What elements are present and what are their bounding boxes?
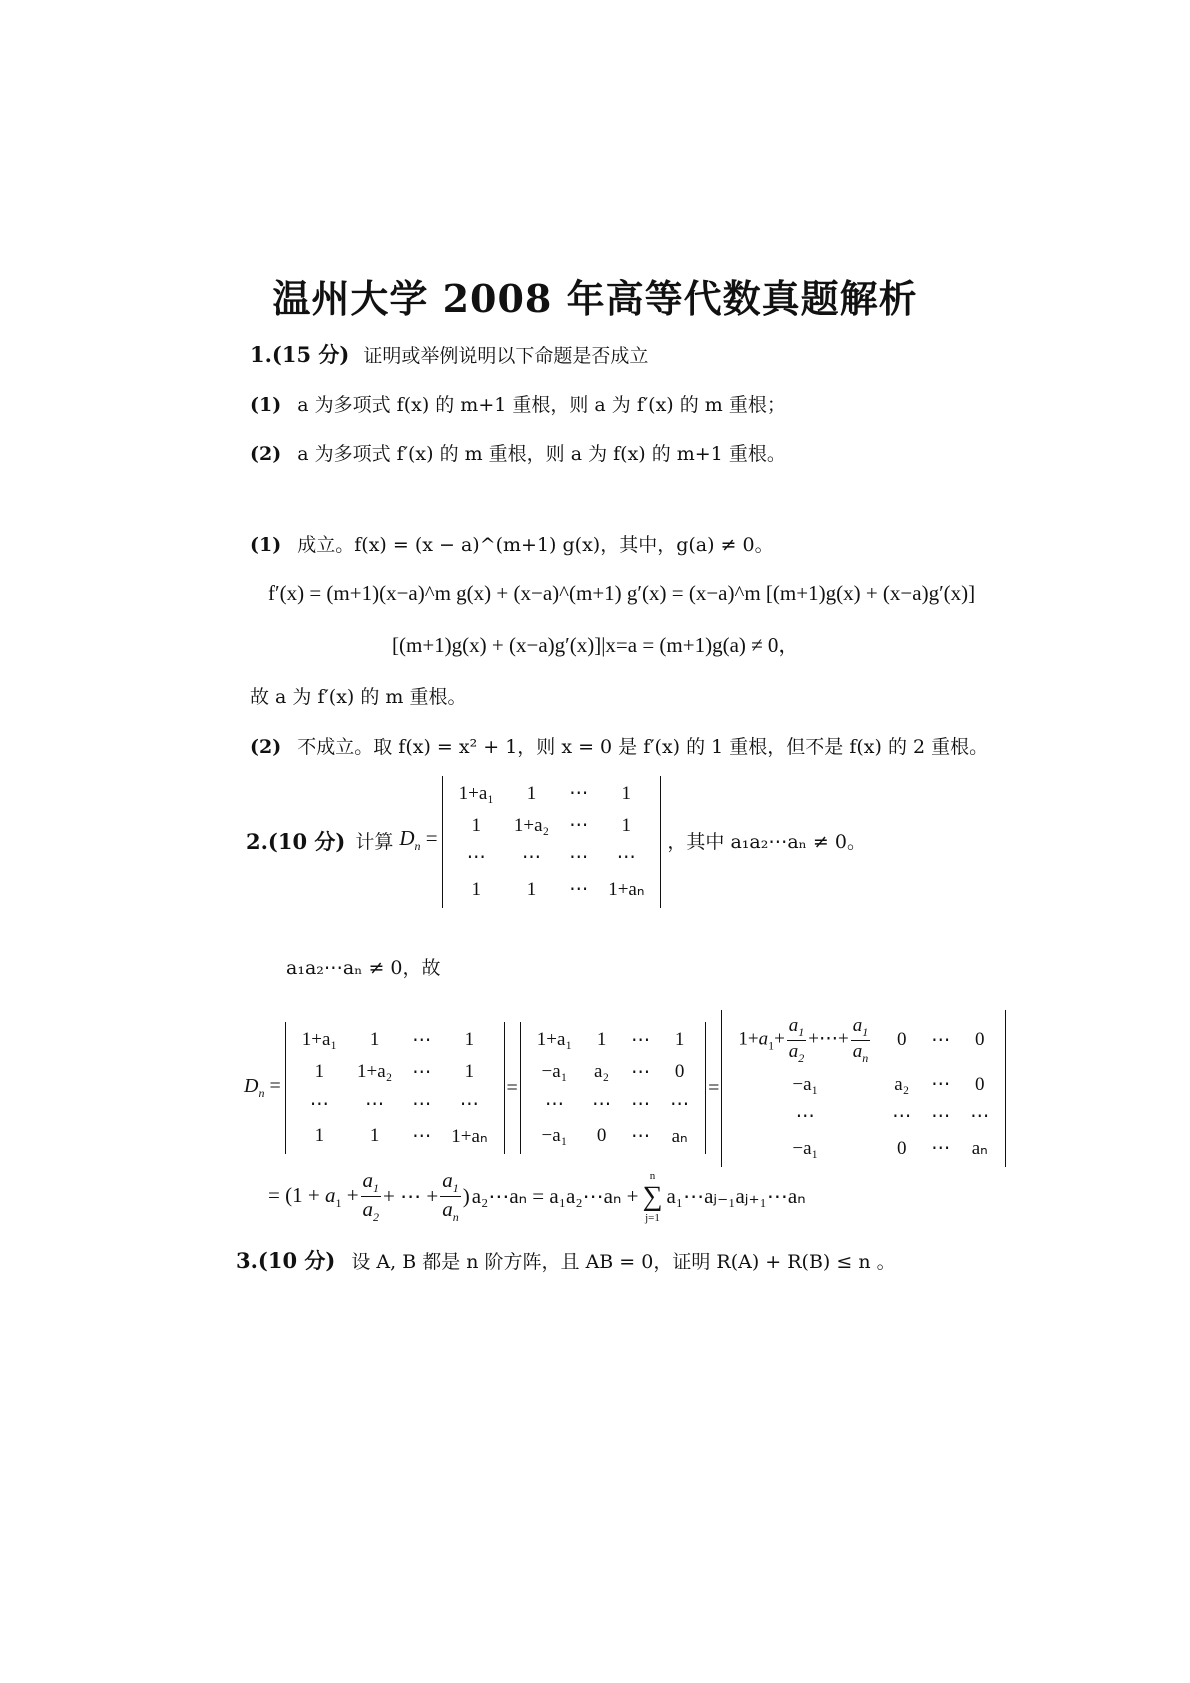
det-cell: ⋯ bbox=[616, 847, 636, 868]
q2-final-result bbox=[268, 1168, 806, 1225]
det-cell: 1+a₁ bbox=[458, 783, 494, 804]
det-cell: ⋯ bbox=[412, 1061, 432, 1083]
det-cell: 0 bbox=[674, 1061, 685, 1083]
det-cell-sum: $1+a_1+$ $\frac{a_1}{a_2}$ +⋯+ $\frac{a_1}{a_n}$ bbox=[738, 1015, 869, 1065]
det-cell: 1 bbox=[674, 1029, 685, 1051]
det-cell: aₙ bbox=[971, 1138, 988, 1160]
q2-prompt: 计算 bbox=[355, 831, 394, 853]
q1-p1-text: a 为多项式 f(x) 的 m+1 重根，则 a 为 f′(x) 的 m 重根； bbox=[297, 394, 786, 416]
page-title: 温州大学 2008 年高等代数真题解析 bbox=[272, 276, 918, 321]
det-cell: ⋯ bbox=[522, 847, 542, 868]
equals-sign: = bbox=[506, 1076, 518, 1099]
summation-symbol: n ∑ j=1 bbox=[642, 1169, 663, 1224]
det-cell: 1 bbox=[314, 1125, 325, 1147]
q2-header bbox=[246, 776, 866, 908]
det-cell: ⋯ bbox=[592, 1093, 612, 1115]
det-cell: 1 bbox=[471, 815, 482, 836]
q2-condition: ，其中 a₁a₂⋯aₙ ≠ 0。 bbox=[667, 831, 866, 853]
final-close-paren: ) bbox=[462, 1184, 470, 1209]
q3-number: 3.(10 分) bbox=[236, 1248, 336, 1273]
det-row bbox=[449, 842, 655, 874]
det-cell: 1+a₁ bbox=[301, 1029, 338, 1051]
det-row bbox=[449, 874, 655, 906]
q2-det-triangular bbox=[721, 1010, 1006, 1167]
det-cell: ⋯ bbox=[631, 1093, 651, 1115]
q2-det-reduced bbox=[520, 1022, 706, 1154]
q1-equation-1: f′(x) = (m+1)(x−a)^m g(x) + (x−a)^(m+1) g′(x) = (x−a)^m [(m+1)g(x) + (x−a)g′(x)] bbox=[268, 581, 976, 605]
det-cell: ⋯ bbox=[970, 1106, 990, 1128]
q2-determinant bbox=[442, 776, 662, 908]
det-cell: ⋯ bbox=[365, 1093, 385, 1115]
q1-s2-label: (2) bbox=[250, 736, 282, 758]
det-cell: ⋯ bbox=[931, 1074, 951, 1096]
det-cell: −a₁ bbox=[792, 1137, 819, 1159]
det-cell: ⋯ bbox=[412, 1029, 432, 1051]
det-cell: 1+aₙ bbox=[608, 879, 645, 900]
q1-s2-text: 不成立。取 f(x) = x² + 1，则 x = 0 是 f′(x) 的 1 重根，但不是 f(x) 的 2 重根。 bbox=[297, 736, 989, 758]
final-sum-term: a₁⋯aⱼ₋₁aⱼ₊₁⋯aₙ bbox=[666, 1184, 806, 1209]
det-cell: 1 bbox=[471, 879, 482, 900]
det-cell: 0 bbox=[974, 1029, 985, 1051]
final-tail: a₂⋯aₙ = a₁a₂⋯aₙ + bbox=[471, 1184, 639, 1209]
det-cell: ⋯ bbox=[931, 1029, 951, 1051]
det-cell: 1 bbox=[526, 879, 537, 900]
q1-solution-1 bbox=[250, 532, 774, 558]
det-cell: ⋯ bbox=[466, 847, 486, 868]
q1-conclusion: 故 a 为 f′(x) 的 m 重根。 bbox=[250, 686, 467, 708]
det-cell: 0 bbox=[974, 1073, 985, 1095]
q3-header bbox=[236, 1248, 896, 1275]
det-cell: 1+aₙ bbox=[451, 1125, 488, 1147]
final-prefix: = ($1 + a_1$ + bbox=[268, 1182, 359, 1210]
det-cell: ⋯ bbox=[569, 783, 589, 804]
det-cell: aₙ bbox=[671, 1125, 688, 1147]
det-cell: ⋯ bbox=[412, 1093, 432, 1115]
det-cell: ⋯ bbox=[931, 1106, 951, 1128]
det-cell: ⋯ bbox=[892, 1106, 912, 1128]
q1-s1-text: 成立。f(x) = (x − a)^(m+1) g(x)，其中，g(a) ≠ 0。 bbox=[297, 534, 774, 556]
equals-sign: = bbox=[708, 1076, 720, 1099]
q1-equation-2: [(m+1)g(x) + (x−a)g′(x)]|x=a = (m+1)g(a) ≠ 0， bbox=[392, 633, 800, 657]
q2-dn-label: $D_n$ = bbox=[399, 825, 438, 854]
q2-solution-line: a₁a₂⋯aₙ ≠ 0，故 bbox=[286, 957, 441, 979]
q1-s1-label: (1) bbox=[250, 534, 282, 556]
q1-header bbox=[250, 342, 648, 369]
q2-determinant-chain bbox=[244, 1010, 1006, 1167]
det-cell: −a₁ bbox=[541, 1061, 568, 1083]
q1-p2-text: a 为多项式 f′(x) 的 m 重根，则 a 为 f(x) 的 m+1 重根。 bbox=[297, 443, 786, 465]
det-cell: ⋯ bbox=[459, 1093, 479, 1115]
det-cell: 1 bbox=[621, 783, 632, 804]
det-cell: ⋯ bbox=[544, 1093, 564, 1115]
q2-number: 2.(10 分) bbox=[246, 829, 346, 854]
det-cell: 1 bbox=[369, 1125, 380, 1147]
det-cell: ⋯ bbox=[569, 815, 589, 836]
det-cell: 1 bbox=[369, 1029, 380, 1051]
q1-solution-2 bbox=[250, 734, 988, 760]
det-cell: 1 bbox=[621, 815, 632, 836]
q1-p2-label: (2) bbox=[250, 443, 282, 465]
det-row bbox=[449, 810, 655, 842]
plus-dots: + ⋯ + bbox=[383, 1184, 439, 1209]
q2-dn-lhs: $D_n$ = bbox=[244, 1075, 281, 1101]
det-cell: 1 bbox=[314, 1061, 325, 1083]
det-cell: ⋯ bbox=[795, 1106, 815, 1128]
det-cell: 1 bbox=[464, 1061, 475, 1083]
det-cell: 1+a₂ bbox=[513, 815, 550, 836]
det-cell: ⋯ bbox=[631, 1125, 651, 1147]
det-cell: ⋯ bbox=[569, 847, 589, 868]
frac-a1-a2: $\frac{a_1}{a_2}$ bbox=[362, 1168, 380, 1225]
det-cell: 1 bbox=[526, 783, 537, 804]
det-row bbox=[449, 778, 655, 810]
det-cell: −a₁ bbox=[541, 1125, 568, 1147]
q1-proposition-1 bbox=[250, 392, 786, 418]
q2-det-original bbox=[285, 1022, 505, 1154]
q3-prompt: 设 A, B 都是 n 阶方阵，且 AB = 0，证明 R(A) + R(B) ≤ n 。 bbox=[351, 1251, 896, 1273]
det-cell: ⋯ bbox=[412, 1125, 432, 1147]
det-cell: ⋯ bbox=[631, 1029, 651, 1051]
det-cell: 1+a₁ bbox=[536, 1029, 573, 1051]
det-cell: ⋯ bbox=[569, 879, 589, 900]
q1-p1-label: (1) bbox=[250, 394, 282, 416]
det-cell: 1 bbox=[464, 1029, 475, 1051]
det-cell: 0 bbox=[896, 1137, 907, 1159]
det-cell: 1 bbox=[596, 1029, 607, 1051]
det-cell: −a₁ bbox=[792, 1073, 819, 1095]
det-cell: 0 bbox=[896, 1029, 907, 1051]
q1-proposition-2 bbox=[250, 441, 786, 467]
det-cell: a₂ bbox=[894, 1073, 910, 1095]
frac-a1-an: $\frac{a_1}{a_n}$ bbox=[442, 1168, 459, 1225]
det-cell: 1+a₂ bbox=[357, 1061, 393, 1083]
q1-prompt: 证明或举例说明以下命题是否成立 bbox=[363, 345, 649, 367]
det-cell: ⋯ bbox=[931, 1138, 951, 1160]
det-cell: ⋯ bbox=[670, 1093, 690, 1115]
det-cell: ⋯ bbox=[631, 1061, 651, 1083]
q1-number: 1.(15 分) bbox=[250, 342, 350, 367]
det-cell: a₂ bbox=[594, 1061, 610, 1083]
det-cell: ⋯ bbox=[309, 1093, 329, 1115]
det-cell: 0 bbox=[596, 1125, 607, 1147]
